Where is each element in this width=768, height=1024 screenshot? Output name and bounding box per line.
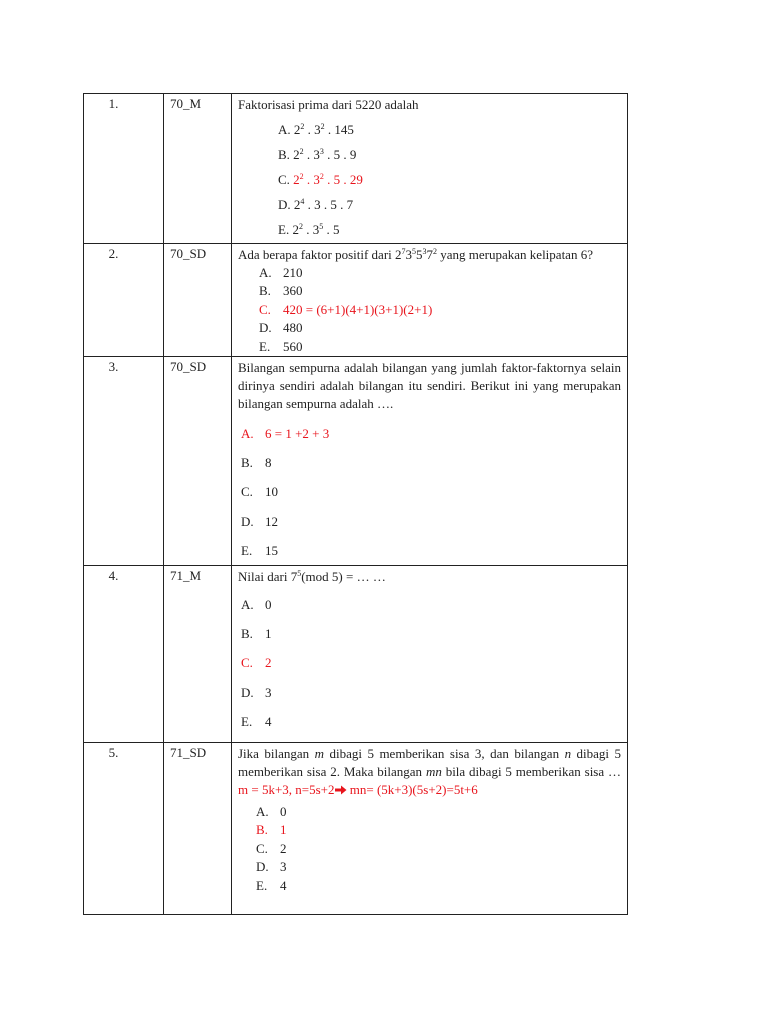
option-list bbox=[232, 264, 627, 356]
option-d: D. $2^4$ . 3 . 5 . 7 bbox=[278, 197, 354, 212]
question-number: 5. bbox=[108, 745, 119, 760]
option-list bbox=[232, 803, 627, 895]
option-d: D. 3 bbox=[241, 684, 272, 700]
option-b: B. 360 bbox=[259, 283, 303, 299]
question-text: Faktorisasi prima dari 5220 adalah bbox=[238, 97, 419, 112]
question-code: 70_M bbox=[170, 96, 202, 111]
option-b: B. 1 bbox=[256, 822, 287, 838]
option-c: C. 2 bbox=[256, 840, 287, 856]
question-text: Ada berapa faktor positif dari $2^73^55^37^2$ yang merupakan kelipatan 6? bbox=[238, 247, 593, 262]
option-b: B. 1 bbox=[241, 626, 272, 642]
question-row-4 bbox=[84, 566, 628, 743]
question-number: 1. bbox=[108, 96, 119, 111]
question-row-5 bbox=[84, 743, 628, 915]
option-b: B. 8 bbox=[241, 455, 272, 471]
question-number: 4. bbox=[108, 568, 119, 583]
question-code: 71_M bbox=[170, 568, 202, 583]
question-row-1 bbox=[84, 94, 628, 244]
option-a: A. 6 = 1 +2 + 3 bbox=[241, 426, 330, 441]
option-c: C. 10 bbox=[241, 484, 278, 500]
option-d: D. 12 bbox=[241, 513, 278, 529]
question-text: Jika bilangan m dibagi 5 memberikan sisa 3, dan bilangan n dibagi 5 memberikan sisa 2. Maka bilangan mn bila dibagi 5 memberikan sisa …m = 5k+3, n=5s+2 mn= (5k+3)(5s+2)=5t+6 bbox=[238, 746, 621, 797]
question-row-2 bbox=[84, 244, 628, 357]
option-a: A. 0 bbox=[256, 804, 287, 819]
question-text: Nilai dari $7^5(mod$ 5) = … … bbox=[238, 569, 386, 584]
option-a: A. 0 bbox=[241, 597, 272, 612]
option-c: C. $2^2$ . $3^2$ . 5 . 29 bbox=[278, 172, 363, 187]
question-number: 2. bbox=[108, 246, 119, 261]
option-c: C. 420 = (6+1)(4+1)(3+1)(2+1) bbox=[259, 301, 433, 317]
question-number: 3. bbox=[108, 359, 119, 374]
option-e: E. 4 bbox=[241, 713, 272, 729]
option-d: D. 480 bbox=[259, 320, 303, 336]
option-list bbox=[232, 117, 627, 242]
option-b: B. $2^2$ . $3^3$ . 5 . 9 bbox=[278, 147, 357, 162]
option-list bbox=[232, 590, 627, 736]
worked-answer: m = 5k+3, n=5s+2 mn= (5k+3)(5s+2)=5t+6 bbox=[238, 782, 478, 797]
option-e: E. 4 bbox=[256, 877, 287, 893]
question-code: 70_SD bbox=[170, 359, 207, 374]
option-a: A. 210 bbox=[259, 265, 303, 280]
option-list bbox=[232, 419, 627, 565]
option-c: C. 2 bbox=[241, 655, 272, 671]
option-a: A. $2^2$ . $3^2$ . 145 bbox=[278, 122, 354, 137]
option-e: E. 15 bbox=[241, 542, 278, 558]
option-d: D. 3 bbox=[256, 859, 287, 875]
option-e: E. $2^2$ . $3^5$ . 5 bbox=[278, 222, 340, 237]
question-table bbox=[83, 93, 628, 915]
correct-answer: $2^2$ . $3^2$ . 5 . 29 bbox=[293, 172, 363, 187]
option-e: E. 560 bbox=[259, 338, 303, 354]
question-text: Bilangan sempurna adalah bilangan yang jumlah faktor-faktornya selain dirinya sendiri adalah bilangan itu sendiri. Berikut ini yang merupakan bilangan sempurna adalah …. bbox=[238, 360, 621, 411]
question-code: 70_SD bbox=[170, 246, 207, 261]
question-row-3 bbox=[84, 357, 628, 566]
question-code: 71_SD bbox=[170, 745, 207, 760]
right-arrow-icon bbox=[335, 785, 347, 795]
